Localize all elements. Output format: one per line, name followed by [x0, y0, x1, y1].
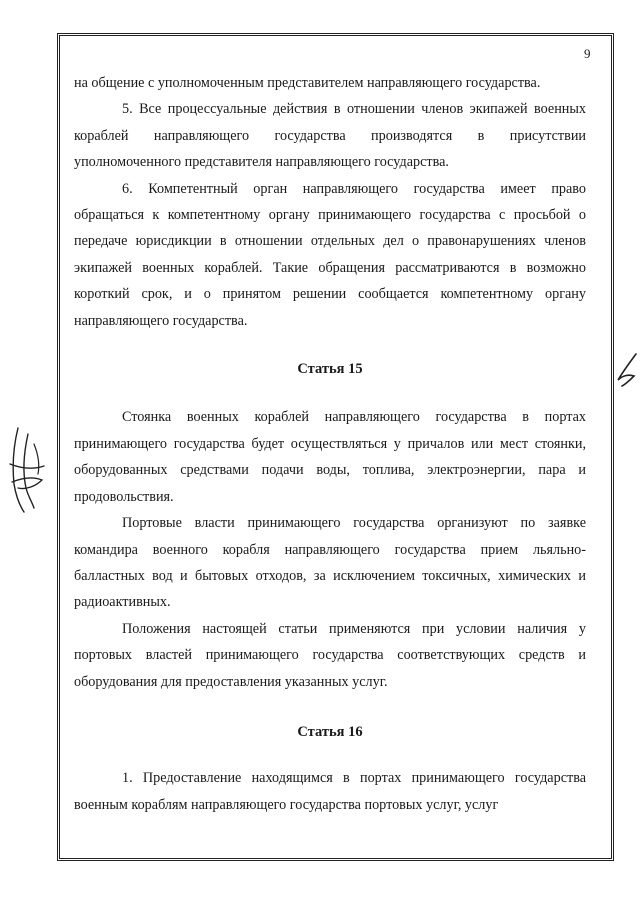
paragraph-item-5: 5. Все процессуальные действия в отношении членов экипажей военных кораблей направляющего государства производятся в присутствии уполномоченного представителя направляющего государства.: [74, 101, 586, 171]
paragraph-item-6: 6. Компетентный орган направляющего государства имеет право обращаться к компетентному органу принимающего государства с просьбой о передаче юрисдикции в отношении отдельных дел о правонарушениях членов экипажей военных кораблей. Такие обращения рассматриваются в возможно короткий срок, и о принятом решении сообщается компетентному органу направляющего государства.: [74, 180, 586, 329]
paragraph-continuation: на общение с уполномоченным представителем направляющего государства.: [74, 75, 541, 91]
handwritten-initial-mark: [612, 350, 640, 390]
paragraph-article-16-1: 1. Предоставление находящимся в портах принимающего государства военным кораблям направляющего государства портовых услуг, услуг: [74, 770, 586, 813]
heading-article-15: Статья 15: [297, 361, 363, 378]
paragraph-article-15-1: Стоянка военных кораблей направляющего государства в портах принимающего государства будет осуществляться у причалов или мест стоянки, оборудованных средствами подачи воды, топлива, электроэнергии, пара и продовольствия.: [74, 409, 586, 505]
paragraph-article-15-2: Портовые власти принимающего государства организуют по заявке командира военного корабля направляющего государства прием льяльно-балластных вод и бытовых отходов, за исключением токсичных, химических и радиоактивных.: [74, 515, 586, 611]
page-number: 9: [584, 46, 591, 61]
document-body: [74, 70, 586, 818]
paragraph-article-15-3: Положения настоящей статьи применяются при условии наличия у портовых властей принимающего государства соответствующих средств и оборудования для предоставления указанных услуг.: [74, 620, 586, 690]
handwritten-signature-mark: [4, 424, 50, 516]
heading-article-16: Статья 16: [297, 723, 363, 740]
